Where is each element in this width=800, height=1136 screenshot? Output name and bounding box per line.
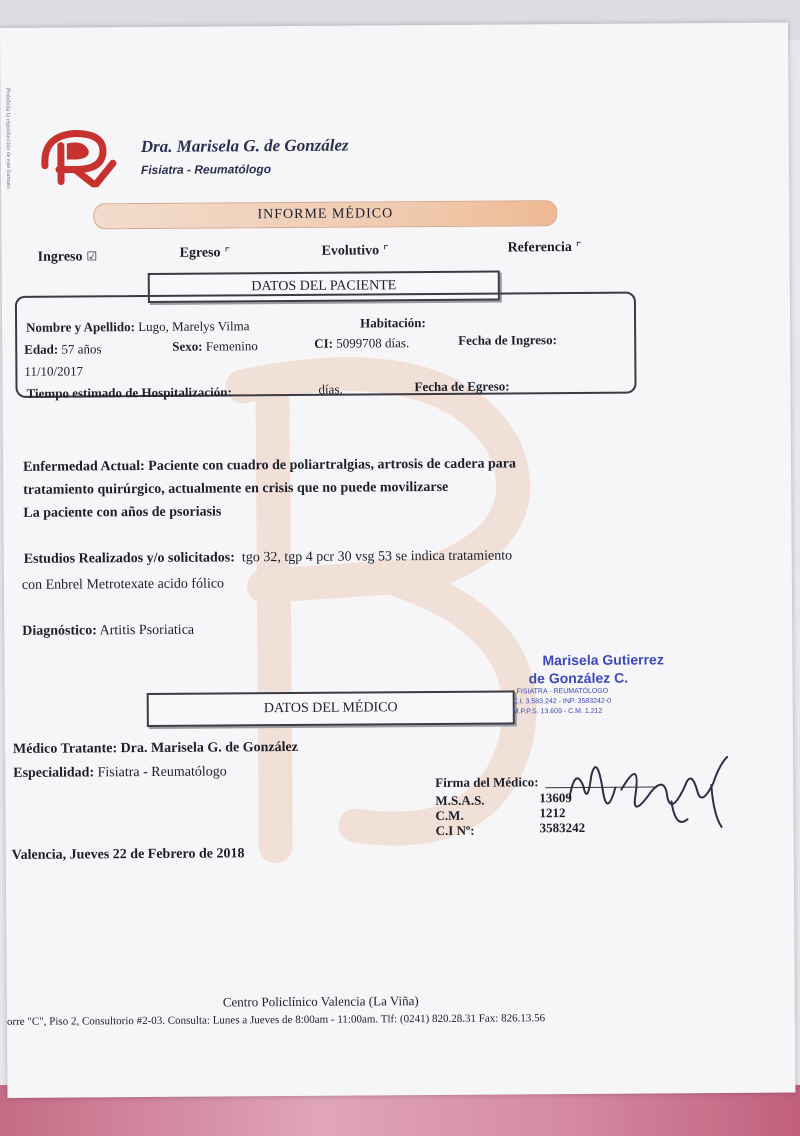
specialty-value: Fisiatra - Reumatólogo	[97, 764, 227, 781]
checkbox-referencia-label: Referencia	[507, 240, 572, 256]
diagnosis-value: Artitis Psoriatica	[99, 622, 195, 639]
treating-value: Dra. Marisela G. de González	[120, 739, 298, 757]
patient-section-title-text: DATOS DEL PACIENTE	[251, 278, 397, 295]
doctor-name-heading: Dra. Marisela G. de González	[140, 135, 349, 157]
date-line: Valencia, Jueves 22 de Febrero de 2018	[11, 846, 245, 863]
unchecked-box-icon: ⌜	[383, 243, 389, 258]
diagnosis-label: Diagnóstico:	[22, 623, 97, 639]
specialty-row	[13, 764, 227, 781]
admission-value: 11/10/2017	[24, 363, 84, 379]
stamp-line-4: C.I. 3.583.242 - INP. 3583242-0	[512, 697, 612, 706]
unchecked-box-icon: ⌜	[224, 245, 231, 260]
checkbox-referencia[interactable]	[507, 240, 581, 257]
patient-name-row	[26, 318, 249, 336]
illness-text-3: La paciente con años de psoriasis	[23, 504, 222, 521]
clinic-logo	[35, 125, 117, 188]
treating-doctor-row	[13, 740, 298, 758]
diagnosis-row	[22, 623, 194, 640]
checkbox-ingreso[interactable]	[38, 249, 98, 265]
stay-days: días.	[318, 381, 343, 397]
medical-report-sheet	[0, 22, 795, 1097]
stamp-line-2: de González C.	[528, 669, 629, 687]
footer-address: orre "C", Piso 2, Consultorio #2-03. Consulta: Lunes a Jueves de 8:00am - 11:00am. Tlf: (0241) 820.28.31 Fax: 826.13.56	[6, 1012, 546, 1028]
illness-label: Enfermedad Actual:	[23, 459, 145, 475]
stamp-line-5: M.P.P.S. 13.609 - C.M. 1.212	[512, 707, 603, 716]
checked-box-icon: ☑	[86, 249, 98, 264]
age-row	[24, 341, 101, 358]
treating-label: Médico Tratante:	[12, 741, 118, 757]
age-label: Edad:	[24, 341, 59, 357]
discharge-label: Fecha de Egreso:	[414, 378, 510, 395]
checkbox-ingreso-label: Ingreso	[37, 249, 83, 265]
unchecked-box-icon: ⌜	[575, 239, 582, 254]
specialty-label: Especialidad:	[13, 765, 95, 781]
doctor-section-title	[147, 690, 515, 727]
msas-value: 13609	[539, 790, 572, 806]
ci-label: CI:	[314, 335, 334, 351]
studies-text-1: tgo 32, tgp 4 pcr 30 vsg 53 se indica tratamiento	[241, 548, 513, 566]
sex-label: Sexo:	[172, 338, 203, 354]
checkbox-egreso-label: Egreso	[179, 245, 221, 261]
studies-text-2: con Enbrel Metrotexate acido fólico	[21, 576, 225, 593]
side-legal-text: Prohibida la reproducción de este formato	[4, 87, 12, 189]
handwritten-signature	[561, 745, 742, 836]
checkbox-evolutivo-label: Evolutivo	[321, 243, 380, 259]
studies-label: Estudios Realizados y/o solicitados:	[23, 550, 235, 567]
checkbox-egreso[interactable]	[180, 245, 231, 261]
ci-row	[314, 335, 409, 352]
name-label: Nombre y Apellido:	[26, 319, 135, 335]
studies-line-1	[24, 548, 513, 567]
illness-text-1: Paciente con cuadro de poliartralgias, artrosis de cadera para	[148, 456, 517, 474]
room-label: Habitación:	[360, 315, 426, 331]
stamp-line-3: FISIATRA - REUMATÓLOGO	[516, 687, 609, 696]
name-value: Lugo, Marelys Vilma	[138, 318, 250, 335]
doctor-specialty-heading: Fisiatra - Reumatólogo	[140, 162, 272, 178]
report-title: INFORME MÉDICO	[257, 206, 394, 223]
ci-number-label: C.I Nº:	[435, 822, 475, 838]
signature-label: Firma del Médico:	[435, 774, 539, 790]
cm-value: 1212	[539, 805, 566, 821]
msas-label: M.S.A.S.	[435, 792, 485, 808]
ci-number-value: 3583242	[539, 819, 586, 836]
age-value: 57 años	[61, 341, 102, 357]
cm-label: C.M.	[435, 807, 464, 823]
illness-text-2: tratamiento quirúrgico, actualmente en crisis que no puede movilizarse	[23, 479, 449, 498]
stay-label: Tiempo estimado de Hospitalización:	[26, 384, 232, 401]
checkbox-evolutivo[interactable]	[322, 243, 389, 259]
footer-center-name: Centro Policlínico Valencia (La Viña)	[222, 993, 419, 1010]
doctor-section-title-text: DATOS DEL MÉDICO	[263, 700, 398, 717]
admission-label: Fecha de Ingreso:	[458, 332, 557, 348]
report-title-bar	[93, 200, 557, 229]
stamp-line-1: Marisela Gutierrez	[542, 651, 664, 669]
sex-value: Femenino	[205, 338, 258, 354]
sex-row	[172, 338, 258, 355]
illness-line-1	[23, 456, 516, 475]
days-text: días.	[384, 335, 410, 351]
ci-value: 5099708	[336, 335, 382, 351]
